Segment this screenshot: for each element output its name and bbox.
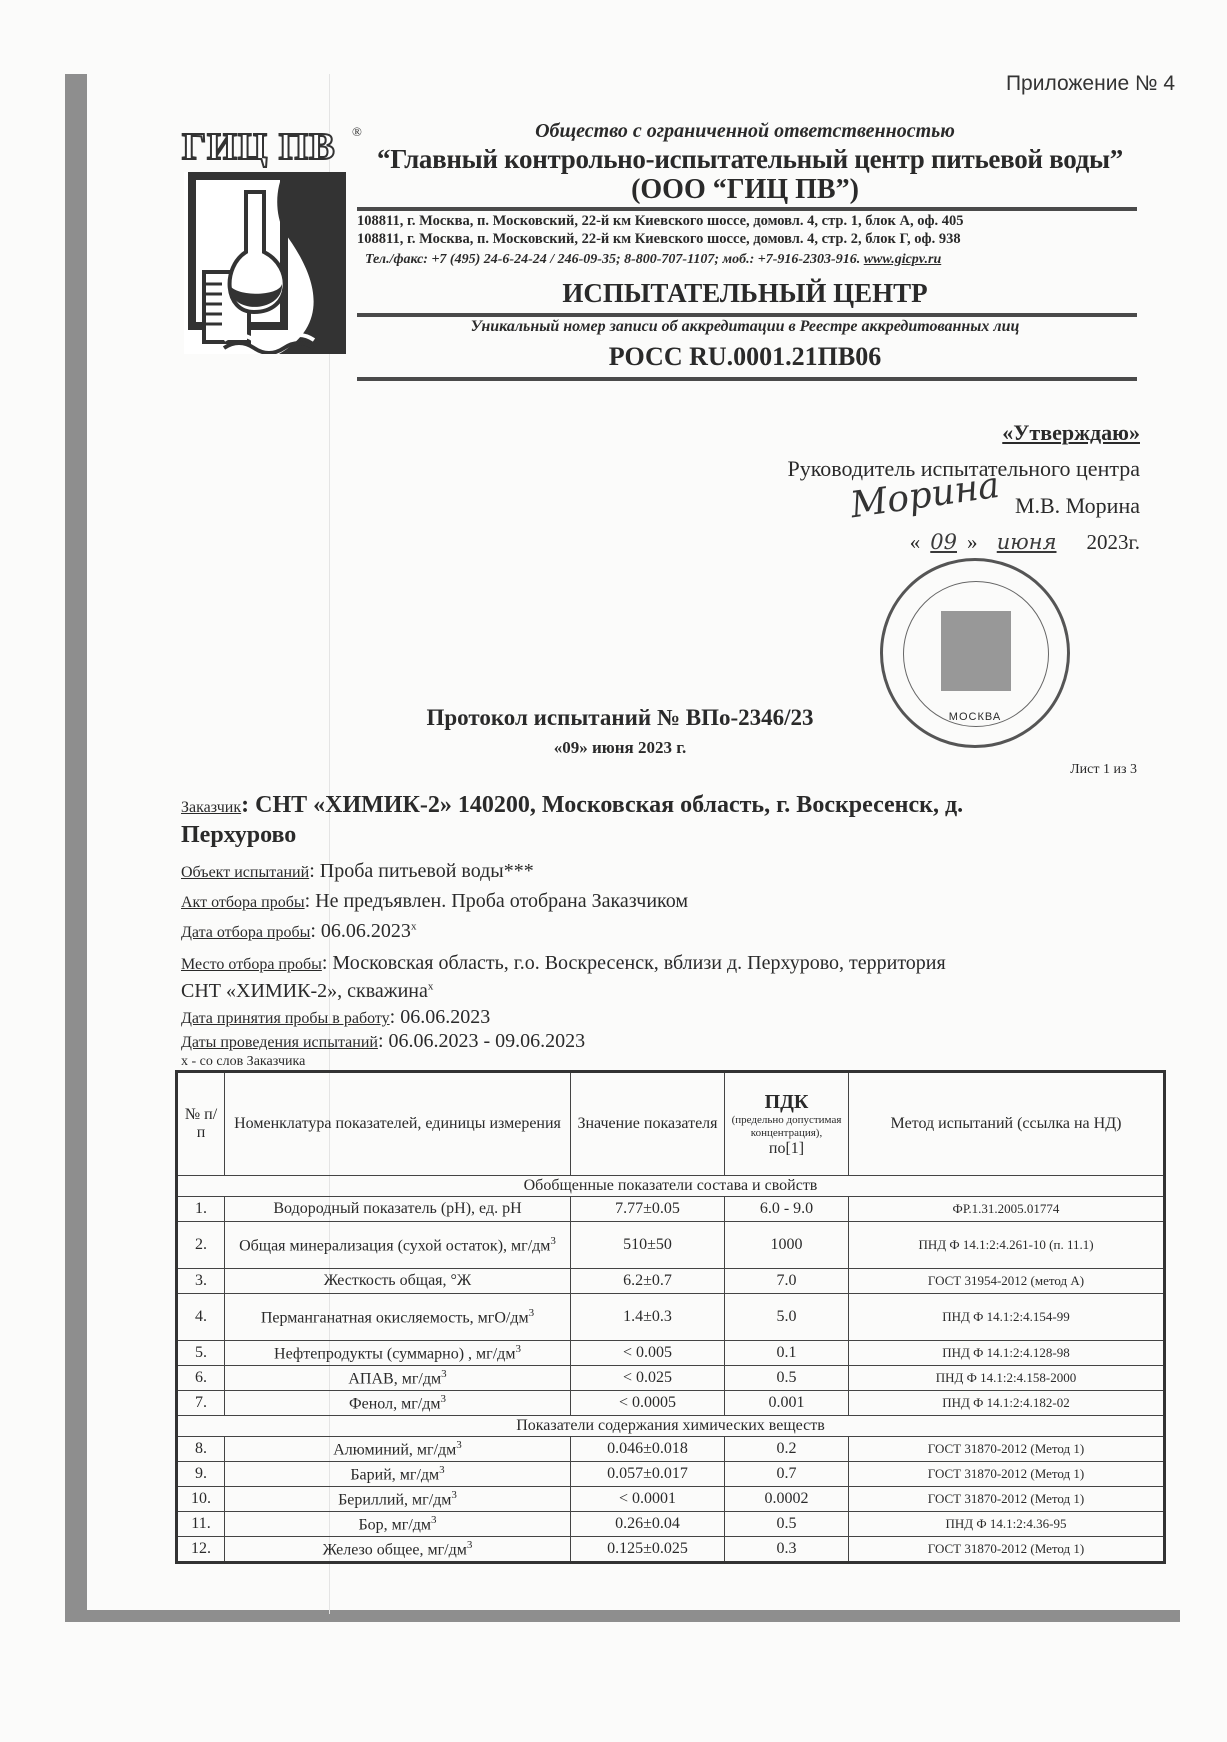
quote-close: »: [967, 530, 978, 554]
approver-name: М.В. Морина: [1014, 493, 1140, 518]
scan-frame-bottom: [65, 1610, 1180, 1622]
row-method: ПНД Ф 14.1:2:4.128-98: [849, 1341, 1165, 1366]
row-pdk: 1000: [725, 1222, 849, 1269]
handwritten-signature: Морина: [847, 464, 1003, 527]
row-pdk: 0.7: [725, 1462, 849, 1487]
testing-center-title: ИСПЫТАТЕЛЬНЫЙ ЦЕНТР: [562, 278, 928, 308]
row-value: < 0.025: [571, 1366, 725, 1391]
sample-date-value: : 06.06.2023: [310, 920, 411, 942]
row-method: ПНД Ф 14.1:2:4.154-99: [849, 1294, 1165, 1341]
row-value: 0.046±0.018: [571, 1437, 725, 1462]
company-logo: [182, 124, 362, 358]
contact-phones: [365, 252, 941, 268]
table-row: [177, 1537, 1165, 1563]
row-num: 10.: [177, 1487, 225, 1512]
row-num: 2.: [177, 1222, 225, 1269]
table-row: [177, 1366, 1165, 1391]
sample-place-field: [181, 952, 946, 975]
phone-numbers: Тел./факс: +7 (495) 24-6-24-24 / 246-09-35; 8-800-707-1107; моб.: +7-916-2303-916.: [365, 252, 861, 267]
row-name: Перманганатная окисляемость, мгО/$дм^3$: [225, 1294, 571, 1341]
registered-mark: ®: [352, 124, 362, 139]
lab-flask-logo-icon: [184, 172, 346, 354]
table-row: [177, 1222, 1165, 1269]
approver-role: Руководитель испытательного центра: [787, 456, 1140, 481]
logo-text: ГИЦ ПВ: [182, 126, 336, 168]
quote-open: «: [909, 530, 921, 554]
customer-label: Заказчик: [181, 799, 242, 816]
col-header-value: Значение показателя: [571, 1072, 725, 1176]
customer-field-cont: [181, 822, 296, 849]
row-method: ГОСТ 31870-2012 (Метод 1): [849, 1487, 1165, 1512]
table-row: [177, 1197, 1165, 1222]
act-field: [181, 890, 688, 913]
row-name: Водородный показатель (pH), ед. pH: [225, 1197, 571, 1222]
section-header: Обобщенные показатели состава и свойств: [177, 1176, 1165, 1197]
row-method: ГОСТ 31870-2012 (Метод 1): [849, 1437, 1165, 1462]
row-name: Нефтепродукты (суммарно) , $мг/дм^3$: [225, 1341, 571, 1366]
row-num: 3.: [177, 1269, 225, 1294]
row-method: ПНД Ф 14.1:2:4.158-2000: [849, 1366, 1165, 1391]
protocol-date: «09» июня 2023 г.: [553, 738, 687, 757]
table-row: [177, 1512, 1165, 1537]
row-value: 0.057±0.017: [571, 1462, 725, 1487]
row-num: 1.: [177, 1197, 225, 1222]
approval-year: 2023г.: [1086, 530, 1140, 554]
customer-words-mark: x: [427, 980, 434, 993]
row-num: 8.: [177, 1437, 225, 1462]
row-value: 0.26±0.04: [571, 1512, 725, 1537]
customer-value-cont: Перхурово: [181, 822, 297, 848]
pdk-title: ПДК: [764, 1090, 809, 1113]
header-rule: [357, 207, 1137, 211]
row-pdk: 7.0: [725, 1269, 849, 1294]
test-dates-value: : 06.06.2023 - 09.06.2023: [377, 1030, 586, 1052]
row-value: 510±50: [571, 1222, 725, 1269]
row-name: АПАВ, $мг/дм^3$: [225, 1366, 571, 1391]
row-value: 6.2±0.7: [571, 1269, 725, 1294]
stamp-city: МОСКВА: [948, 711, 1002, 723]
org-short-name: (ООО “ГИЦ ПВ”): [631, 174, 859, 205]
pdk-reference: по[1]: [768, 1139, 805, 1157]
sample-place-field-cont: [181, 980, 433, 1003]
row-num: 4.: [177, 1294, 225, 1341]
row-name: Общая минерализация (сухой остаток), $мг/дм^3$: [225, 1222, 571, 1269]
object-value: : Проба питьевой воды***: [309, 860, 534, 882]
table-row: [177, 1269, 1165, 1294]
row-value: < 0.0005: [571, 1391, 725, 1416]
row-name: Алюминий, $мг/дм^3$: [225, 1437, 571, 1462]
row-method: ГОСТ 31870-2012 (Метод 1): [849, 1462, 1165, 1487]
row-value: 1.4±0.3: [571, 1294, 725, 1341]
test-dates-label: Даты проведения испытаний: [181, 1034, 378, 1051]
row-num: 12.: [177, 1537, 225, 1563]
approval-title: «Утверждаю»: [1002, 420, 1140, 445]
row-num: 7.: [177, 1391, 225, 1416]
act-value: : Не предъявлен. Проба отобрана Заказчиком: [304, 890, 689, 912]
stamp-logo-icon: [941, 611, 1011, 691]
col-header-name: Номенклатура показателей, единицы измерения: [225, 1072, 571, 1176]
accept-date-field: [181, 1006, 490, 1029]
row-value: 0.125±0.025: [571, 1537, 725, 1563]
website-link[interactable]: www.gicpv.ru: [863, 252, 942, 267]
customer-words-mark: x: [410, 920, 417, 933]
table-row: [177, 1294, 1165, 1341]
results-table: [175, 1070, 1166, 1564]
row-pdk: 0.0002: [725, 1487, 849, 1512]
row-num: 5.: [177, 1341, 225, 1366]
sample-date-field: [181, 920, 416, 943]
row-name: Барий, $мг/дм^3$: [225, 1462, 571, 1487]
row-value: < 0.005: [571, 1341, 725, 1366]
table-row: [177, 1341, 1165, 1366]
section-header: Показатели содержания химических веществ: [177, 1416, 1165, 1437]
col-header-num: № п/п: [177, 1072, 225, 1176]
row-pdk: 6.0 - 9.0: [725, 1197, 849, 1222]
row-pdk: 0.2: [725, 1437, 849, 1462]
object-label: Объект испытаний: [181, 864, 310, 881]
accreditation-label: Уникальный номер записи об аккредитации в Реестре аккредитованных лиц: [470, 318, 1020, 335]
row-pdk: 0.1: [725, 1341, 849, 1366]
address-line-2: 108811, г. Москва, п. Московский, 22-й км Киевского шоссе, домовл. 4, стр. 2, блок Г, оф. 938: [357, 231, 961, 247]
customer-field: [181, 792, 963, 819]
table-row: [177, 1487, 1165, 1512]
sample-date-label: Дата отбора пробы: [181, 924, 311, 941]
row-pdk: 0.5: [725, 1512, 849, 1537]
accreditation-number: РОСС RU.0001.21ПВ06: [608, 342, 882, 371]
row-value: < 0.0001: [571, 1487, 725, 1512]
scan-frame-left: [65, 74, 87, 1622]
row-num: 11.: [177, 1512, 225, 1537]
row-value: 7.77±0.05: [571, 1197, 725, 1222]
accept-date-label: Дата принятия пробы в работу: [181, 1010, 390, 1027]
test-dates-field: [181, 1030, 585, 1053]
accept-date-value: : 06.06.2023: [389, 1006, 491, 1028]
approval-month: июня: [996, 530, 1057, 554]
sample-place-label: Место отбора пробы: [181, 956, 322, 973]
object-field: [181, 860, 534, 883]
act-label: Акт отбора пробы: [181, 894, 305, 911]
row-name: Фенол, $мг/дм^3$: [225, 1391, 571, 1416]
row-pdk: 0.3: [725, 1537, 849, 1563]
table-row: [177, 1462, 1165, 1487]
row-method: ГОСТ 31954-2012 (метод А): [849, 1269, 1165, 1294]
approval-date: [910, 530, 1140, 555]
row-method: ПНД Ф 14.1:2:4.182-02: [849, 1391, 1165, 1416]
protocol-title: Протокол испытаний № ВПо-2346/23: [426, 705, 814, 730]
sample-place-value: : Московская область, г.о. Воскресенск, вблизи д. Перхурово, территория: [321, 952, 946, 974]
row-pdk: 0.001: [725, 1391, 849, 1416]
org-legal-form: Общество с ограниченной ответственностью: [535, 120, 955, 142]
row-name: Бор, $мг/дм^3$: [225, 1512, 571, 1537]
customer-value: : СНТ «ХИМИК-2» 140200, Московская область, г. Воскресенск, д.: [241, 792, 964, 818]
row-method: ПНД Ф 14.1:2:4.261-10 (п. 11.1): [849, 1222, 1165, 1269]
row-method: ГОСТ 31870-2012 (Метод 1): [849, 1537, 1165, 1563]
sheet-number: Лист 1 из 3: [1070, 762, 1137, 777]
footnote-customer-words: х - со слов Заказчика: [181, 1054, 306, 1069]
row-name: Железо общее, $мг/дм^3$: [225, 1537, 571, 1563]
pdk-subtitle: (предельно допустимая концентрация),: [731, 1113, 842, 1139]
row-num: 6.: [177, 1366, 225, 1391]
org-name: “Главный контрольно-испытательный центр питьевой воды”: [377, 144, 1123, 174]
row-name: Бериллий, $мг/дм^3$: [225, 1487, 571, 1512]
appendix-label: Приложение № 4: [1005, 72, 1175, 95]
address-line-1: 108811, г. Москва, п. Московский, 22-й км Киевского шоссе, домовл. 4, стр. 1, блок А, оф. 405: [357, 213, 964, 229]
row-method: ПНД Ф 14.1:2:4.36-95: [849, 1512, 1165, 1537]
table-row: [177, 1437, 1165, 1462]
row-pdk: 5.0: [725, 1294, 849, 1341]
row-name: Жесткость общая, °Ж: [225, 1269, 571, 1294]
table-row: [177, 1391, 1165, 1416]
table-header-row: [177, 1072, 1165, 1176]
row-method: ФР.1.31.2005.01774: [849, 1197, 1165, 1222]
sample-place-value-cont: СНТ «ХИМИК-2», скважина: [181, 980, 428, 1002]
header-rule: [357, 313, 1137, 317]
col-header-pdk: [725, 1072, 849, 1176]
row-num: 9.: [177, 1462, 225, 1487]
row-pdk: 0.5: [725, 1366, 849, 1391]
approval-day: 09: [930, 530, 957, 554]
header-rule: [357, 377, 1137, 381]
col-header-method: Метод испытаний (ссылка на НД): [849, 1072, 1165, 1176]
